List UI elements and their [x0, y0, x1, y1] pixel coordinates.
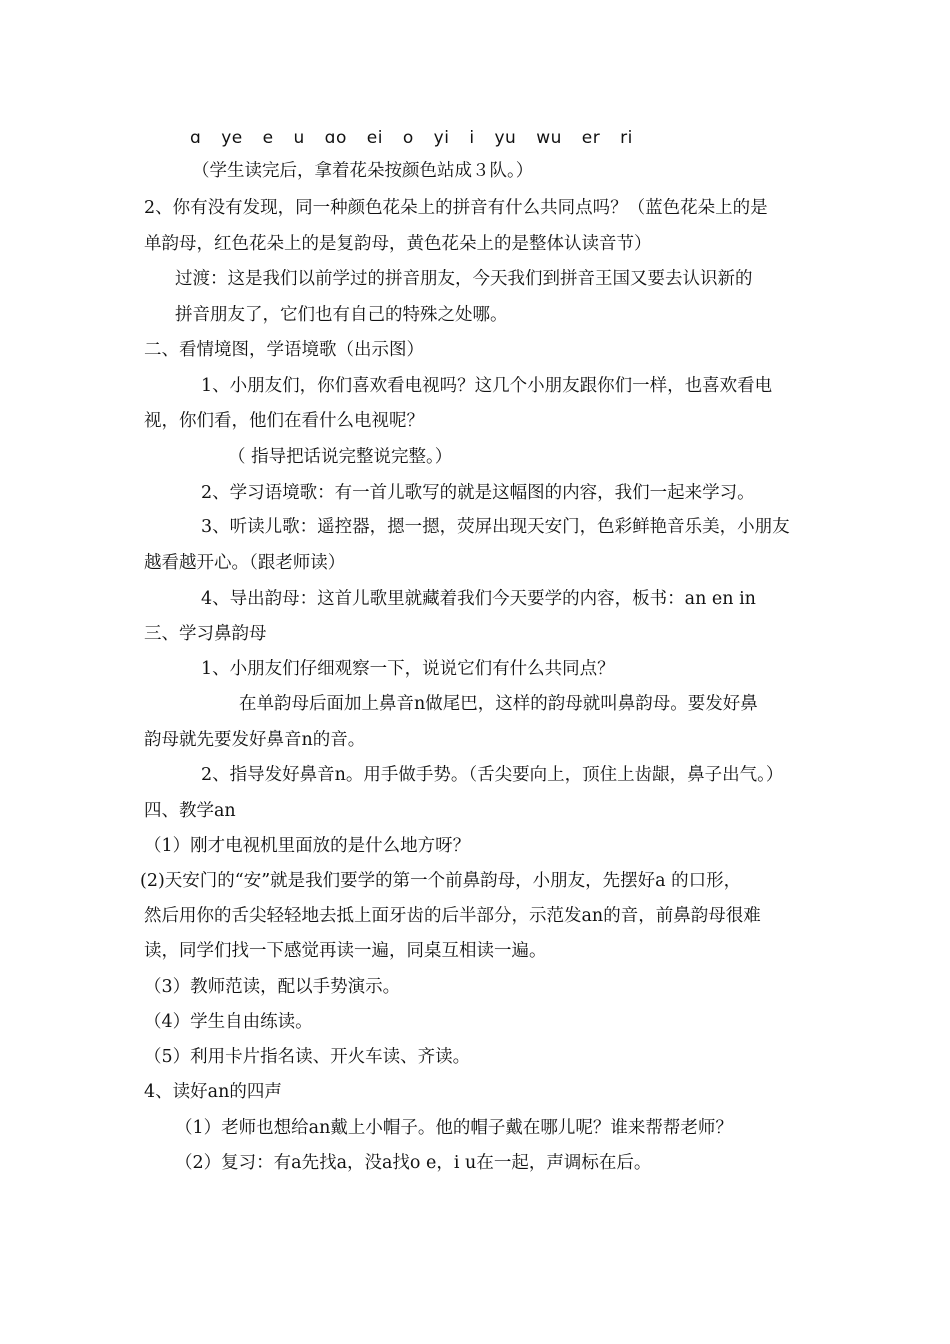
text-line: 视，你们看，他们在看什么电视呢？ — [144, 411, 424, 431]
text-line: 在单韵母后面加上鼻音n做尾巴，这样的韵母就叫鼻韵母。要发好鼻 — [239, 694, 758, 714]
text-line: 拼音朋友了，它们也有自己的特殊之处哪。 — [175, 305, 508, 325]
text-line: （学生读完后，拿着花朵按颜色站成３队。） — [192, 161, 534, 181]
text-line: 1、小朋友们，你们喜欢看电视吗？这几个小朋友跟你们一样，也喜欢看电 — [201, 376, 773, 396]
text-line: 2、你有没有发现，同一种颜色花朵上的拼音有什么共同点吗？（蓝色花朵上的是 — [144, 198, 768, 218]
text-line: 单韵母，红色花朵上的是复韵母，黄色花朵上的是整体认读音节） — [144, 234, 652, 254]
text-line: （2）复习：有a先找a，没a找o e，i u在一起，声调标在后。 — [175, 1153, 652, 1173]
text-line: （4）学生自由练读。 — [144, 1012, 313, 1032]
text-line: 3、听读儿歌：遥控器，摁一摁，荧屏出现天安门，色彩鲜艳音乐美，小朋友 — [201, 517, 790, 537]
text-line: 2、学习语境歌：有一首儿歌写的就是这幅图的内容，我们一起来学习。 — [201, 483, 755, 503]
text-line: 然后用你的舌尖轻轻地去抵上面牙齿的后半部分，示范发an的音，前鼻韵母很难 — [144, 906, 761, 926]
text-line: 读，同学们找一下感觉再读一遍，同桌互相读一遍。 — [144, 941, 547, 961]
pinyin-row: ɑ ye e u ɑo ei o yi i yu wu er ri — [190, 128, 633, 148]
text-line: 越看越开心。（跟老师读） — [144, 553, 346, 573]
text-line: 4、导出韵母：这首儿歌里就藏着我们今天要学的内容，板书：an en in — [201, 589, 756, 609]
text-line: （3）教师范读，配以手势演示。 — [144, 977, 401, 997]
section-heading: 四、教学an — [144, 801, 236, 821]
section-heading: 三、学习鼻韵母 — [144, 624, 267, 644]
text-line: 2、指导发好鼻音n。用手做手势。（舌尖要向上，顶住上齿龈，鼻子出气。） — [201, 765, 784, 785]
text-line: 过渡：这是我们以前学过的拼音朋友，今天我们到拼音王国又要去认识新的 — [175, 269, 753, 289]
text-line: (2)天安门的“安”就是我们要学的第一个前鼻韵母，小朋友，先摆好a 的口形， — [140, 871, 742, 891]
text-line: （1）刚才电视机里面放的是什么地方呀？ — [144, 836, 471, 856]
text-line: （5）利用卡片指名读、开火车读、齐读。 — [144, 1047, 471, 1067]
text-line: 韵母就先要发好鼻音n的音。 — [144, 730, 366, 750]
text-line: （ 指导把话说完整说完整。） — [228, 447, 453, 467]
section-heading: 二、看情境图，学语境歌（出示图） — [144, 340, 424, 360]
text-line: （1）老师也想给an戴上小帽子。他的帽子戴在哪儿呢？谁来帮帮老师？ — [175, 1118, 733, 1138]
section-heading: 4、读好an的四声 — [144, 1082, 282, 1102]
text-line: 1、小朋友们仔细观察一下，说说它们有什么共同点？ — [201, 659, 615, 679]
